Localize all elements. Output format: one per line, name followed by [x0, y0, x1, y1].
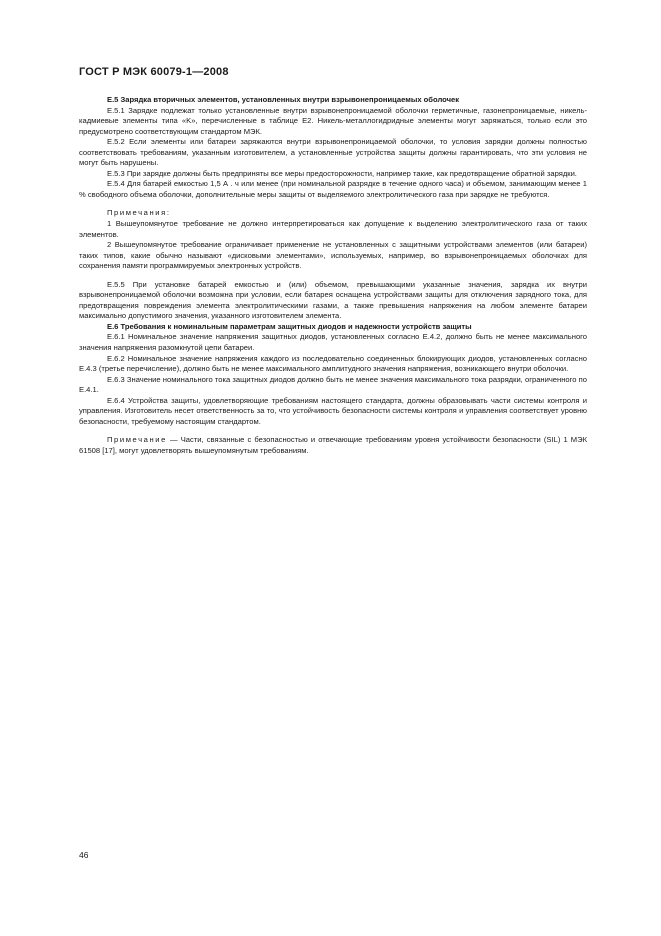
final-note-label: Примечание — [107, 435, 167, 445]
paragraph-e5-1: E.5.1 Зарядке подлежат только установленные внутри взрывонепроницаемой оболочки герметичные, газонепроницаемые, никель-кадмиевые элементы типа «K», перечисленные в таблице E2. Никель-металлогидридные элементы могут заряжаться, только если это предусмотрено соответствующим стандартом МЭК. — [79, 105, 587, 136]
paragraph-e6-4: E.6.4 Устройства защиты, удовлетворяющие требованиям настоящего стандарта, должны образовывать части системы контроля и управления. Изготовитель несет ответственность за то, что устойчивость безопасности системы контроля и управления соответствует уровню безопасности, требуемому настоящим стандартом. — [79, 395, 587, 426]
document-body — [79, 95, 587, 457]
paragraph-e5-5: E.5.5 При установке батарей емкостью и (или) объемом, превышающими указанные значения, зарядка их внутри взрывонепроницаемой оболочки возможна при условии, если батарея оснащена устройствами защиты для отключения зарядного тока, для предотвращения повреждения элемента электролитическими газами, а также превышения напряжения на любом элементе батареи максимально допустимого значения, указанного изготовителем элемента. — [79, 279, 587, 321]
paragraph-e5-4: E.5.4 Для батарей емкостью 1,5 А . ч или менее (при номинальной разрядке в течение одного часа) и объемом, занимающим менее 1 % свободного объема оболочки, дополнительные меры защиты от выделяемого электролитического газа при зарядке не требуются. — [79, 179, 587, 199]
paragraph-e6-2: E.6.2 Номинальное значение напряжения каждого из последовательно соединенных блокирующих диодов, установленных согласно E.4.3 (третье перечисление), должно быть не менее максимального амплитудного значения напряжения, возникающего внутри оболочки. — [79, 353, 587, 374]
page-number: 46 — [79, 850, 89, 860]
paragraph-e6-3: E.6.3 Значение номинального тока защитных диодов должно быть не менее значения максимального тока разрядки, ограниченного по E.4.1. — [79, 374, 587, 395]
paragraph-e5-2: E.5.2 Если элементы или батареи заряжаются внутри взрывонепроницаемой оболочки, то условия зарядки должны полностью соответствовать требованиям, указанным изготовителем, а установленные устройства защиты должны гарантировать, что эти условия не могут быть нарушены. — [79, 137, 587, 168]
final-note-text: — Части, связанные с безопасностью и отвечающие требованиям уровня устойчивости безопасности (SIL) 1 МЭК 61508 [17], могут удовлетворять вышеупомянутым требованиям. — [79, 435, 587, 455]
section-e6-heading: E.6 Требования к номинальным параметрам защитных диодов и надежности устройств защиты — [107, 321, 472, 331]
section-e5-heading: E.5 Зарядка вторичных элементов, установленных внутри взрывонепроницаемых оболочек — [107, 95, 460, 104]
document-header: ГОСТ Р МЭК 60079-1—2008 — [79, 66, 229, 78]
note-1: 1 Вышеупомянутое требование не должно интерпретироваться как допущение к выделению электролитического газа от таких элементов. — [79, 219, 587, 239]
paragraph-e5-3: E.5.3 При зарядке должны быть предприняты все меры предосторожности, например такие, как предотвращение обратной зарядки. — [107, 168, 577, 178]
note-2: 2 Вышеупомянутое требование ограничивает применение не установленных с защитными устройствами элементов (или батареи) таких типов, какие обычно называют «дисковыми элементами», используемых, например, во взрывонепроницаемых оболочках для сохранения памяти программируемых электронных устройств. — [79, 240, 587, 271]
final-note — [79, 435, 587, 456]
paragraph-e6-1: E.6.1 Номинальное значение напряжения защитных диодов, установленных согласно E.4.2, должно быть не менее максимального значения напряжения разомкнутой цепи батареи. — [79, 332, 587, 353]
notes-label-text: Примечания: — [107, 208, 171, 218]
notes-label — [79, 208, 587, 219]
